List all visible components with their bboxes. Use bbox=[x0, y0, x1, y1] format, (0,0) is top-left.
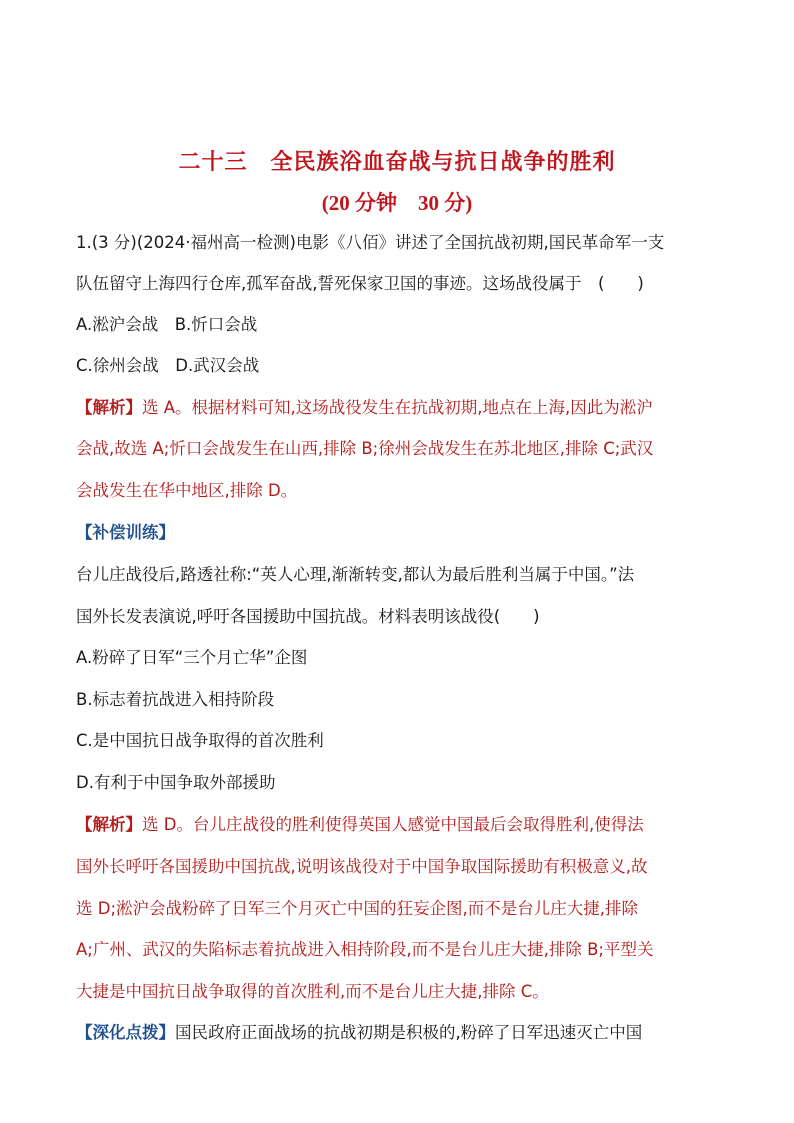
q1-stem-line2: 队伍留守上海四行仓库,孤军奋战,誓死保家卫国的事迹。这场战役属于 ( ) bbox=[76, 274, 644, 293]
supplement-analysis-line1 bbox=[76, 813, 644, 837]
supplement-analysis-line3: 选 D;淞沪会战粉碎了日军三个月灭亡中国的狂妄企图,而不是台儿庄大捷,排除 bbox=[76, 899, 638, 918]
q1-analysis-line1 bbox=[76, 396, 653, 420]
supplement-analysis-label: 【解析】 bbox=[76, 815, 142, 834]
deep-text1: 国民政府正面战场的抗战初期是积极的,粉碎了日军迅速灭亡中国 bbox=[175, 1023, 643, 1042]
page-subtitle: (20 分钟 30 分) bbox=[321, 191, 473, 215]
supplement-option-d: D.有利于中国争取外部援助 bbox=[76, 773, 276, 792]
q1-stem-line1: 1.(3 分)(2024·福州高一检测)电影《八佰》讲述了全国抗战初期,国民革命军一支 bbox=[76, 233, 665, 252]
supplement-stem-line2: 国外长发表演说,呼吁各国援助中国抗战。材料表明该战役( ) bbox=[76, 607, 540, 626]
supplement-analysis-line2: 国外长呼吁各国援助中国抗战,说明该战役对于中国争取国际援助有积极意义,故 bbox=[76, 857, 648, 876]
q1-options-line2: C.徐州会战 D.武汉会战 bbox=[76, 356, 260, 375]
supplement-analysis-line4: A;广州、武汉的失陷标志着抗战进入相持阶段,而不是台儿庄大捷,排除 B;平型关 bbox=[76, 940, 654, 959]
q1-options-line1: A.淞沪会战 B.忻口会战 bbox=[76, 315, 258, 334]
supplement-label: 【补偿训练】 bbox=[76, 523, 175, 542]
supplement-stem-line1: 台儿庄战役后,路透社称:“英人心理,渐渐转变,都认为最后胜利当属于中国。”法 bbox=[76, 565, 635, 584]
q1-analysis-line2: 会战,故选 A;忻口会战发生在山西,排除 B;徐州会战发生在苏北地区,排除 C;武汉 bbox=[76, 439, 654, 458]
page-title: 二十三 全民族浴血奋战与抗日战争的胜利 bbox=[178, 150, 616, 175]
deep-label: 【深化点拨】 bbox=[76, 1023, 175, 1042]
q1-analysis-text1: 选 A。根据材料可知,这场战役发生在抗战初期,地点在上海,因此为淞沪 bbox=[142, 398, 653, 417]
supplement-option-c: C.是中国抗日战争取得的首次胜利 bbox=[76, 731, 324, 750]
q1-analysis-line3: 会战发生在华中地区,排除 D。 bbox=[76, 481, 298, 500]
supplement-analysis-text1: 选 D。台儿庄战役的胜利使得英国人感觉中国最后会取得胜利,使得法 bbox=[142, 815, 644, 834]
supplement-option-a: A.粉碎了日军“三个月亡华”企图 bbox=[76, 648, 308, 667]
q1-analysis-label: 【解析】 bbox=[76, 398, 142, 417]
deep-line1 bbox=[76, 1021, 642, 1045]
supplement-option-b: B.标志着抗战进入相持阶段 bbox=[76, 690, 275, 709]
supplement-analysis-line5: 大捷是中国抗日战争取得的首次胜利,而不是台儿庄大捷,排除 C。 bbox=[76, 982, 549, 1001]
